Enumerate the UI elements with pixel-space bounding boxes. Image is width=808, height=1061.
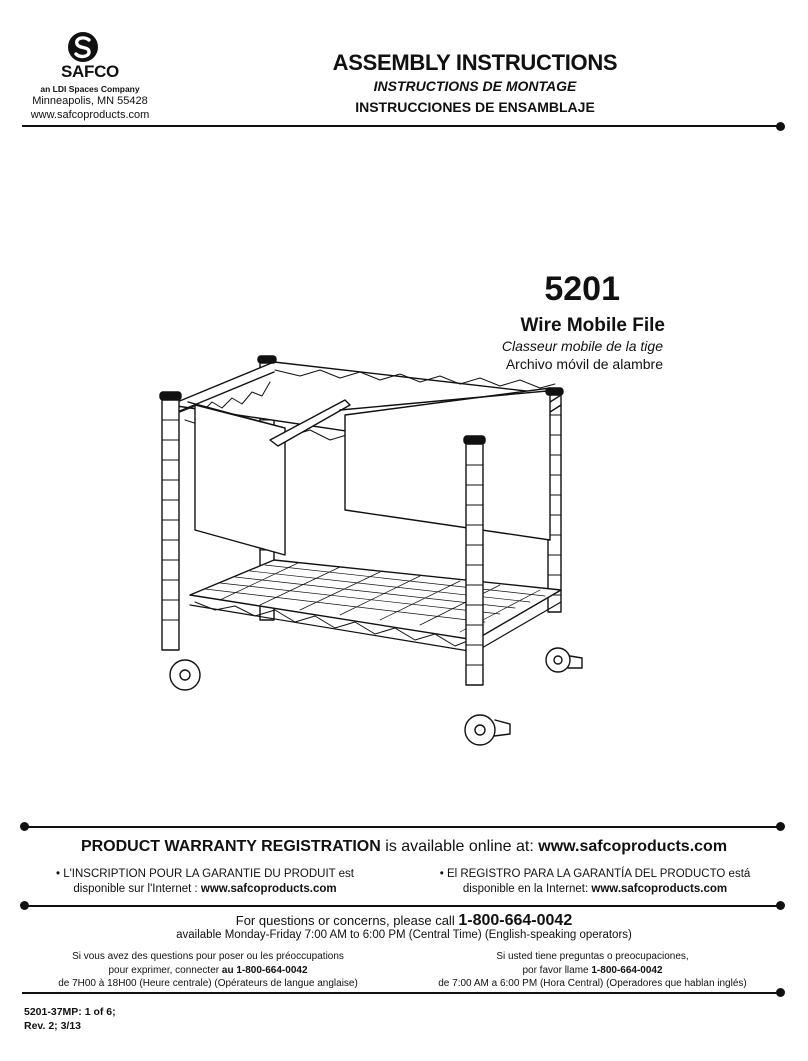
warranty-top-divider	[22, 826, 782, 828]
brand-name: SAFCO	[60, 62, 119, 81]
contact-fr-phone[interactable]: au 1-800-664-0042	[221, 964, 308, 976]
warranty-url-link[interactable]: www.safcoproducts.com	[538, 838, 728, 855]
model-number: 5201	[544, 270, 620, 308]
safco-logo-icon	[66, 30, 100, 64]
divider-end-dot	[776, 988, 785, 997]
footer-divider	[22, 992, 782, 994]
divider-end-dot	[776, 122, 785, 131]
title-spanish: INSTRUCCIONES DE ENSAMBLAJE	[355, 99, 595, 115]
contact-es-line2: por favor llame	[522, 964, 589, 976]
product-name-english: Wire Mobile File	[520, 315, 665, 336]
product-name-spanish: Archivo móvil de alambre	[505, 356, 663, 372]
contact-es-line1: Si usted tiene preguntas o preocupaciones,	[496, 951, 689, 962]
contact-line	[120, 912, 688, 930]
warranty-fr-line2: disponible sur l'Internet :	[73, 883, 198, 895]
warranty-es-line2: disponible en la Internet:	[462, 883, 589, 895]
document-revision: Rev. 2; 3/13	[24, 1020, 82, 1032]
warranty-heading: PRODUCT WARRANTY REGISTRATION	[80, 838, 381, 855]
contact-hours: available Monday-Friday 7:00 AM to 6:00 PM (Central Time) (English-speaking operators)	[176, 929, 632, 941]
contact-es-phone[interactable]: 1-800-664-0042	[591, 964, 663, 976]
document-code	[24, 1005, 116, 1033]
contact-fr-line1: Si vous avez des questions pour poser ou les préoccupations	[72, 951, 344, 962]
brand-city: Minneapolis, MN 55428	[32, 95, 148, 107]
contact-fr-line2: pour exprimer, connecter	[108, 964, 220, 976]
header-divider	[22, 125, 782, 127]
warranty-es-line1: • El REGISTRO PARA LA GARANTÍA DEL PRODUCTO está	[439, 868, 751, 880]
brand-website: www.safcoproducts.com	[30, 109, 150, 121]
contact-es-line3: de 7:00 AM a 6:00 PM (Hora Central) (Operadores que hablan inglés)	[438, 978, 747, 989]
contact-fr-line3: de 7H00 à 18H00 (Heure centrale) (Opérateurs de langue anglaise)	[58, 978, 358, 989]
divider-end-dot	[776, 822, 785, 831]
contact-spanish	[415, 950, 770, 991]
divider-end-dot	[776, 901, 785, 910]
document-page-code: 5201-37MP: 1 of 6;	[24, 1006, 116, 1018]
contact-top-divider	[22, 905, 782, 907]
warranty-fr-line1: • L'INSCRIPTION POUR LA GARANTIE DU PRODUIT est	[55, 868, 355, 880]
warranty-spanish	[420, 867, 770, 897]
contact-phone[interactable]: 1-800-664-0042	[458, 912, 573, 929]
warranty-french	[40, 867, 370, 897]
title-french: INSTRUCTIONS DE MONTAGE	[373, 78, 577, 94]
title-english: ASSEMBLY INSTRUCTIONS	[332, 50, 618, 75]
product-name-french: Classeur mobile de la tige	[501, 338, 663, 354]
brand-subtitle: an LDI Spaces Company	[40, 84, 140, 94]
warranty-es-url-link[interactable]: www.safcoproducts.com	[591, 883, 728, 895]
contact-prefix: For questions or concerns, please call	[235, 913, 455, 928]
warranty-registration-line	[60, 838, 748, 856]
wire-mobile-file-illustration	[150, 340, 610, 760]
warranty-fr-url-link[interactable]: www.safcoproducts.com	[200, 883, 337, 895]
warranty-mid-text: is available online at:	[385, 838, 534, 855]
contact-french	[28, 950, 388, 991]
